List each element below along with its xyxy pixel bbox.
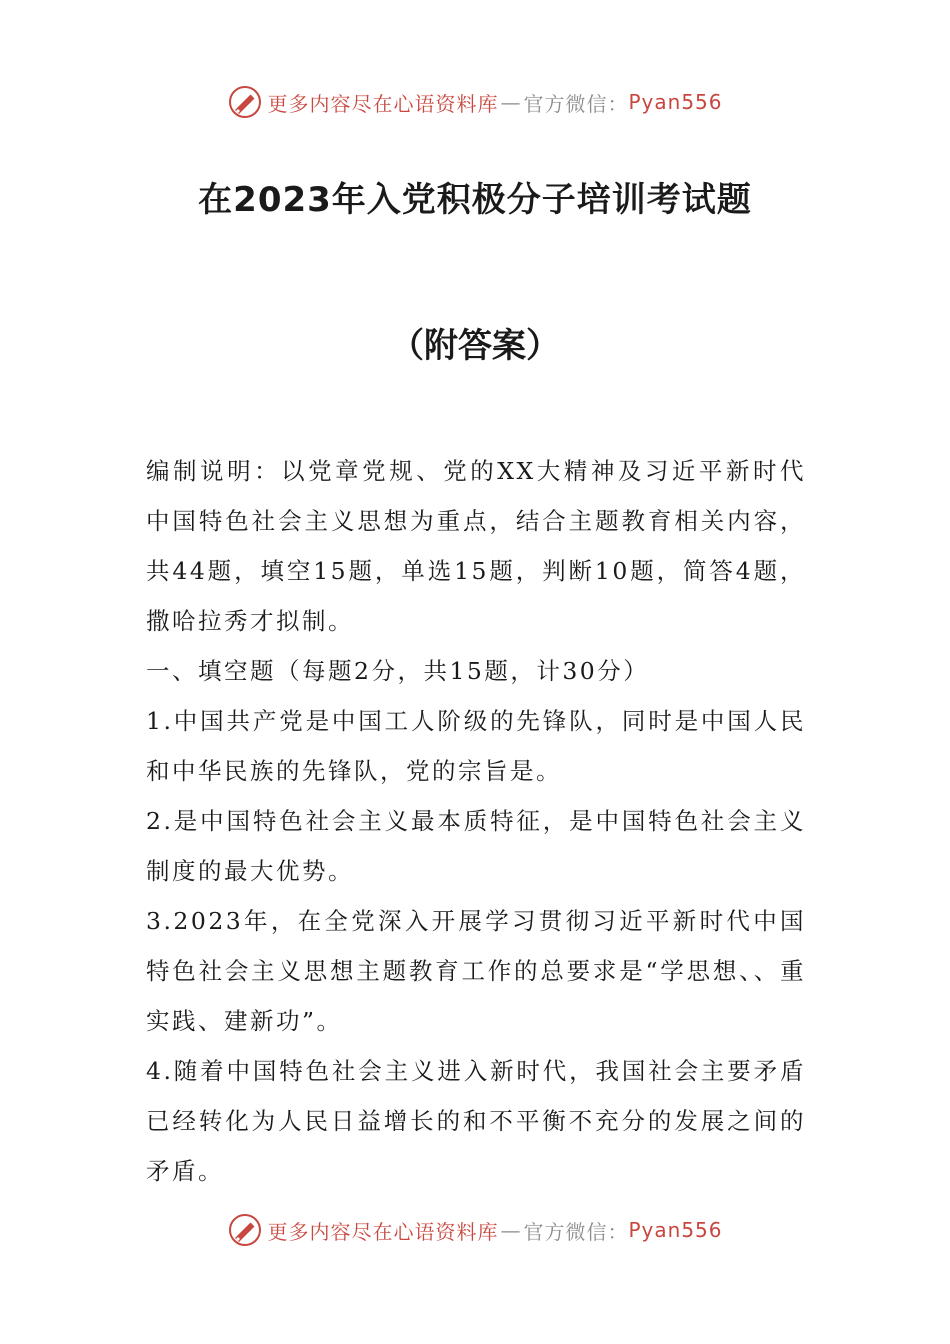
watermark-dash: — — [500, 90, 522, 114]
watermark-text: 更多内容尽在心语资料库 — [267, 91, 499, 116]
watermark-wechat-id: Pyan556 — [628, 1218, 723, 1242]
question-item: 2.是中国特色社会主义最本质特征，是中国特色社会主义制度的最大优势。 — [146, 807, 806, 885]
pen-nib-logo-icon — [227, 1212, 263, 1248]
watermark-wechat-label: 官方微信： — [523, 1219, 629, 1244]
document-title: 在2023年入党积极分子培训考试题 — [198, 180, 752, 220]
watermark-text: 更多内容尽在心语资料库 — [267, 1219, 499, 1244]
question-item: 3.2023年，在全党深入开展学习贯彻习近平新时代中国特色社会主义思想主题教育工作的总要求是“学思想、、重实践、建新功”。 — [146, 907, 806, 1035]
document-body — [146, 446, 806, 1196]
watermark-wechat-label: 官方微信： — [523, 91, 629, 116]
watermark-dash: — — [500, 1218, 522, 1242]
question-item: 1.中国共产党是中国工人阶级的先锋队，同时是中国人民和中华民族的先锋队，党的宗旨是。 — [146, 707, 806, 785]
question-item: 4.随着中国特色社会主义进入新时代，我国社会主要矛盾已经转化为人民日益增长的和不平衡不充分的发展之间的矛盾。 — [146, 1057, 806, 1185]
pen-nib-logo-icon — [227, 84, 263, 120]
header-watermark — [0, 84, 950, 120]
section-heading-fill-blank: 一、填空题（每题2分，共15题，计30分） — [146, 657, 650, 685]
document-subtitle: （附答案） — [390, 326, 560, 366]
footer-watermark — [0, 1212, 950, 1248]
watermark-wechat-id: Pyan556 — [628, 90, 723, 114]
compilation-note: 编制说明：以党章党规、党的XX大精神及习近平新时代中国特色社会主义思想为重点，结合主题教育相关内容，共44题，填空15题，单选15题，判断10题，简答4题，撒哈拉秀才拟制。 — [146, 457, 806, 635]
